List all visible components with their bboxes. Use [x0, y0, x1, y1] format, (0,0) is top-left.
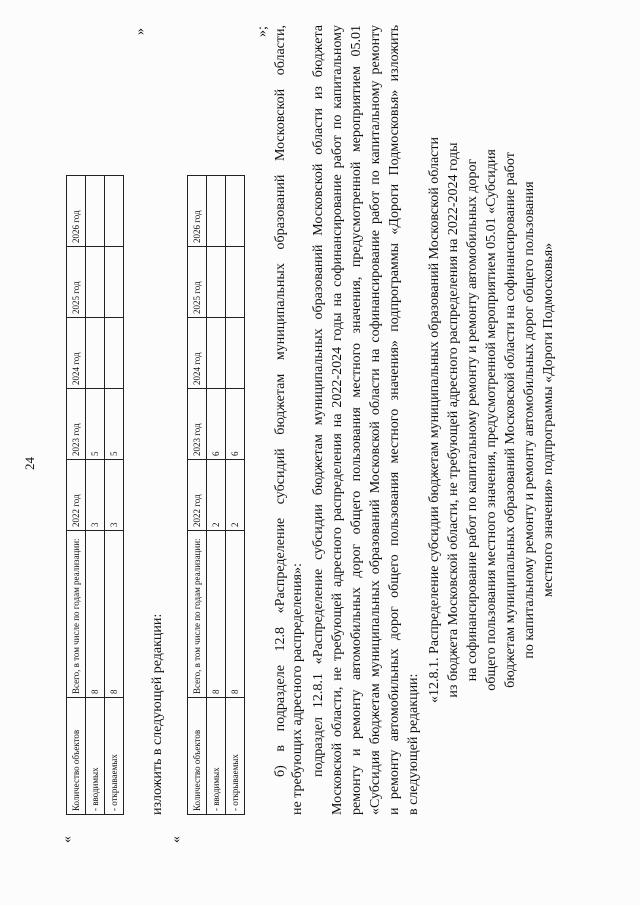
row-value-cell: 3 — [86, 460, 105, 531]
header-year-cell: 2025 год — [188, 247, 207, 318]
row-label-cell: - открываемых — [105, 698, 124, 815]
row-value-cell — [86, 176, 105, 247]
header-year-cell: 2024 год — [67, 318, 86, 389]
objects-table-new — [187, 175, 245, 815]
heading-line: на софинансирование работ по капитальному ремонту и ремонту автомобильных дорог — [465, 158, 480, 682]
table-header-row — [67, 176, 86, 815]
row-label-cell: - вводимых — [207, 698, 226, 815]
row-value-cell — [207, 176, 226, 247]
row-total-cell: 8 — [226, 531, 245, 698]
row-value-cell — [105, 247, 124, 318]
heading-line: «12.8.1. Распределение субсидии бюджетам муниципальных образований Московской области — [427, 137, 442, 704]
header-year-cell: 2025 год — [67, 247, 86, 318]
row-value-cell: 6 — [207, 389, 226, 460]
row-value-cell — [105, 318, 124, 389]
table-row — [207, 176, 226, 815]
row-value-cell — [86, 318, 105, 389]
page-number: 24 — [22, 457, 37, 470]
header-year-cell: 2023 год — [67, 389, 86, 460]
table2-close-quote: »; — [255, 26, 270, 37]
subsection-paragraph-line: и ремонту автомобильных дорог общего пользования местного значения» подпрограммы «Дороги Подмосковья» изложить — [387, 25, 402, 815]
table-header-row — [188, 176, 207, 815]
row-value-cell — [226, 318, 245, 389]
table-row — [226, 176, 245, 815]
row-value-cell — [86, 247, 105, 318]
subsection-paragraph-line: подраздел 12.8.1 «Распределение субсидии бюджетам муниципальных образований Московской области из бюджета — [311, 25, 326, 777]
header-year-cell: 2026 год — [188, 176, 207, 247]
header-year-cell: 2023 год — [188, 389, 207, 460]
row-value-cell: 6 — [226, 389, 245, 460]
row-value-cell — [226, 176, 245, 247]
row-value-cell: 3 — [105, 460, 124, 531]
edit-instruction: изложить в следующей редакции: — [150, 613, 165, 815]
header-year-cell: 2022 год — [188, 460, 207, 531]
heading-line: из бюджета Московской области, не требующей адресного распределения на 2022-2024 годы — [446, 142, 461, 698]
header-year-cell: 2022 год — [67, 460, 86, 531]
heading-line: общего пользования местного значения, предусмотренной мероприятием 05.01 «Субсидия — [484, 149, 499, 691]
heading-line: по капитальному ремонту и ремонту автомобильных дорог общего пользования — [522, 181, 537, 659]
row-label-cell: - открываемых — [226, 698, 245, 815]
row-value-cell: 5 — [105, 389, 124, 460]
paragraph-b-line: б) в подразделе 12.8 «Распределение субсидий бюджетам муниципальных образований Московской области, — [273, 25, 288, 777]
header-label-cell: Количество объектов — [188, 698, 207, 815]
row-value-cell — [226, 247, 245, 318]
row-value-cell: 2 — [207, 460, 226, 531]
paragraph-b-line: не требующих адресного распределения»: — [290, 563, 305, 815]
header-total-cell: Всего, в том числе по годам реализации: — [188, 531, 207, 698]
header-total-cell: Всего, в том числе по годам реализации: — [67, 531, 86, 698]
subsection-paragraph-line: в следующей редакции: — [406, 673, 421, 815]
table-row — [105, 176, 124, 815]
table2-open-quote: « — [169, 836, 184, 843]
table1-open-quote: « — [60, 836, 75, 843]
row-total-cell: 8 — [105, 531, 124, 698]
row-total-cell: 8 — [86, 531, 105, 698]
header-year-cell: 2024 год — [188, 318, 207, 389]
row-label-cell: - вводимых — [86, 698, 105, 815]
header-label-cell: Количество объектов — [67, 698, 86, 815]
table1-close-quote: » — [133, 28, 148, 35]
subsection-paragraph-line: «Субсидия бюджетам муниципальных образований Московской области на софинансирование работ по капитальному ремонту — [368, 25, 383, 815]
heading-line: бюджетам муниципальных образований Московской области на софинансирование работ — [503, 152, 518, 688]
subsection-paragraph-line: ремонту и ремонту автомобильных дорог общего пользования местного значения, предусмотренной мероприятием 05.01 — [349, 25, 364, 815]
row-value-cell — [105, 176, 124, 247]
row-value-cell — [207, 318, 226, 389]
subsection-paragraph-line: Московской области, не требующей адресного распределения на 2022-2024 годы на софинансирование работ по капитальному — [330, 25, 345, 815]
row-value-cell — [207, 247, 226, 318]
heading-line: местного значения» подпрограммы «Дороги Подмосковья» — [541, 242, 556, 598]
table-row — [86, 176, 105, 815]
objects-table-old — [66, 175, 124, 815]
row-value-cell: 2 — [226, 460, 245, 531]
row-value-cell: 5 — [86, 389, 105, 460]
row-total-cell: 8 — [207, 531, 226, 698]
header-year-cell: 2026 год — [67, 176, 86, 247]
